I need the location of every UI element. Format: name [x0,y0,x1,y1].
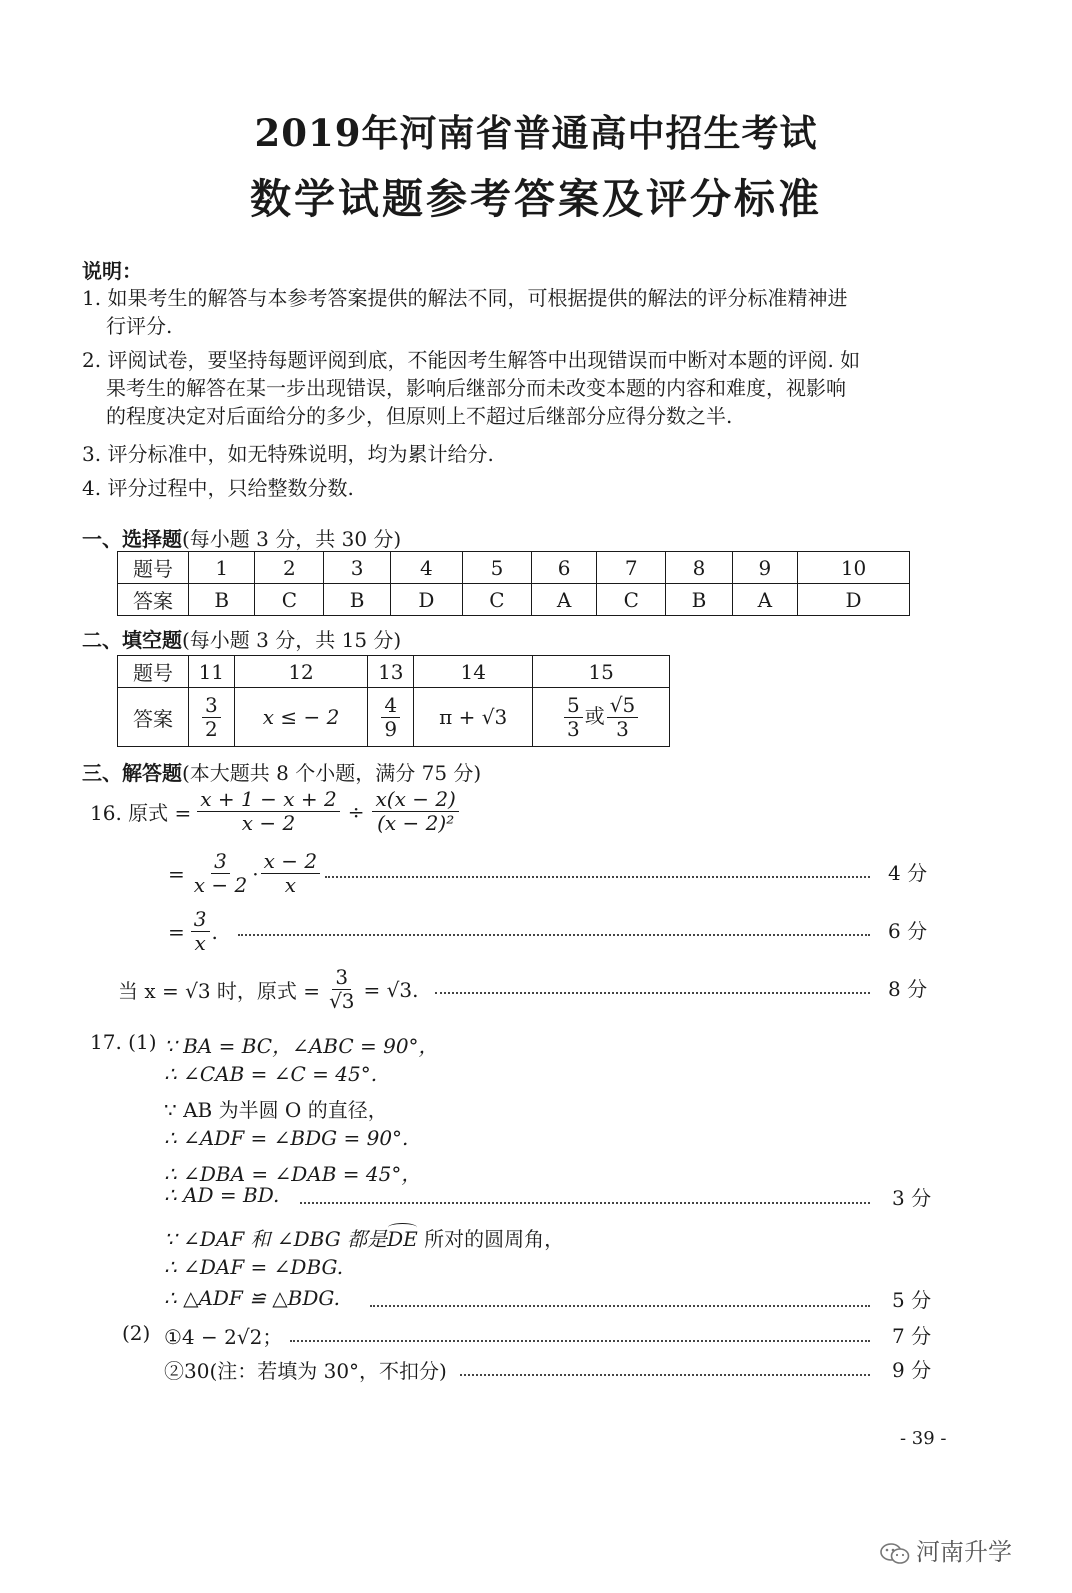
fraction-numerator: 4 [381,694,400,718]
q16-line-4 [118,966,418,1013]
fraction-denominator: (x − 2)² [377,811,455,835]
leader-dots [370,1305,870,1307]
substitution-text: 当 x = √3 时，原式 = [118,979,321,1003]
q17-arc-line [164,1223,564,1252]
q-number: 11 [189,656,235,688]
section-3-note: (本大题共 8 个小题，满分 75 分) [182,761,482,785]
divide-sign: ÷ [347,799,365,824]
answer-cell: B [666,584,732,616]
q-number: 12 [234,656,368,688]
section-1-heading [82,523,401,552]
fraction-numerator: 5 [564,694,583,718]
note-1 [82,284,847,340]
document-subtitle: 数学试题参考答案及评分标准 [250,175,822,223]
q17-label: 17. (1) [90,1030,157,1054]
notes-heading: 说明： [82,259,142,283]
answer-11 [189,688,235,747]
multiply-dot: · [252,861,259,886]
q-number: 9 [732,552,797,584]
fraction-denominator: 2 [204,716,218,741]
q16-label: 16. 原式 = [90,801,192,825]
page-number: - 39 - [900,1428,947,1449]
section-2-heading [82,624,401,653]
leader-dots [290,1340,870,1342]
answer-cell: B [324,584,390,616]
q-number: 8 [666,552,732,584]
score-mark: 8 分 [888,977,928,1001]
watermark-text: 河南升学 [916,1538,1012,1566]
fraction-denominator: x − 2 [193,873,248,897]
leader-dots [435,992,870,994]
arc-de: DE [387,1227,418,1251]
fraction-numerator: 3 [191,908,210,932]
q-number: 6 [531,552,596,584]
section-3-heading [82,757,481,786]
fraction-numerator: x − 2 [261,850,320,874]
score-mark: 6 分 [888,919,928,943]
row-label-number: 题号 [118,552,189,584]
q17-step: ∴ ∠ADF = ∠BDG = 90°. [164,1126,409,1150]
fraction-denominator: x − 2 [241,811,296,835]
q17-part2-answer-1: ①4 − 2√2； [164,1325,283,1349]
leader-dots [300,1202,870,1204]
answer-12: x ≤ − 2 [234,688,368,747]
row-label-answer: 答案 [118,584,189,616]
q-number: 4 [390,552,462,584]
section-2-note: (每小题 3 分，共 15 分) [182,628,402,652]
section-1-title: 一、选择题 [82,527,182,551]
table-row [118,688,670,747]
q-number: 13 [368,656,414,688]
leader-dots [460,1374,870,1376]
score-mark: 5 分 [892,1288,932,1312]
note-3: 3. 评分标准中，如无特殊说明，均为累计给分. [82,442,494,466]
choice-answer-table [117,551,910,616]
document-title: 2019年河南省普通高中招生考试 [254,111,818,155]
fraction-numerator: 3 [332,966,351,990]
q17-step: ∵ AB 为半圆 O 的直径， [164,1098,388,1122]
score-mark: 9 分 [892,1358,932,1382]
fraction-numerator: x(x − 2) [372,788,458,812]
answer-cell: C [255,584,324,616]
fraction-numerator: √5 [607,694,638,718]
q17-step: ∵ BA = BC，∠ABC = 90°， [164,1034,439,1058]
fill-answer-table [117,655,670,747]
watermark [880,1532,1012,1567]
fraction-denominator: 9 [384,716,398,741]
q17-part2-label: (2) [122,1321,151,1345]
arc-line-post: 所对的圆周角， [417,1227,565,1251]
q-number: 1 [189,552,255,584]
q17-part2-answer-2: ②30(注：若填为 30°，不扣分) [164,1359,447,1383]
score-mark: 4 分 [888,861,928,885]
q-number: 2 [255,552,324,584]
answer-cell: C [462,584,531,616]
answer-15 [533,688,670,747]
fraction-denominator: √3 [329,989,355,1013]
answer-cell: D [798,584,910,616]
q-number: 14 [414,656,533,688]
answer-cell: C [597,584,666,616]
fraction-denominator: 3 [567,716,580,741]
q-number: 5 [462,552,531,584]
q-number: 3 [324,552,390,584]
note-2-first: 2. 评阅试卷，要坚持每题评阅到底，不能因考生解答中出现错误而中断对本题的评阅. 如 [82,348,861,372]
section-3-title: 三、解答题 [82,761,182,785]
fraction-denominator: x [194,931,206,955]
q-number: 7 [597,552,666,584]
q17-step: ∴ AD = BD. [164,1183,280,1207]
fraction-numerator: 3 [202,694,221,718]
section-2-title: 二、填空题 [82,628,182,652]
answer-cell: A [732,584,797,616]
q16-line-2 [168,850,322,897]
answer-cell: A [531,584,596,616]
note-4: 4. 评分过程中，只给整数分数. [82,476,354,500]
table-row [118,552,910,584]
q16-line-1 [90,788,461,835]
q17-step: ∴ ∠DBA = ∠DAB = 45°， [164,1162,422,1186]
q-number: 15 [533,656,670,688]
arc-line-pre: ∵ ∠DAF 和 ∠DBG 都是 [164,1227,388,1251]
table-row [118,656,670,688]
leader-dots [325,876,870,878]
note-1-cont: 行评分. [106,314,173,338]
fraction-numerator: x + 1 − x + 2 [197,788,339,812]
row-label-number: 题号 [118,656,189,688]
q17-step: ∴ ∠CAB = ∠C = 45°. [164,1062,378,1086]
answer-13 [368,688,414,747]
note-2 [82,346,860,430]
note-2-cont-1: 果考生的解答在某一步出现错误，影响后继部分而未改变本题的内容和难度，视影响 [106,376,846,400]
answer-14: π + √3 [414,688,533,747]
answer-cell: D [390,584,462,616]
note-2-cont-2: 的程度决定对后面给分的多少，但原则上不超过后继部分应得分数之半. [106,404,733,428]
result-text: = √3. [363,977,419,1002]
q17-step: ∴ △ADF ≌ △BDG. [164,1286,341,1310]
or-word: 或 [584,703,605,728]
fraction-denominator: x [284,873,296,897]
q17-step: ∴ ∠DAF = ∠DBG. [164,1255,344,1279]
fraction-numerator: 3 [211,850,230,874]
table-row [118,584,910,616]
fraction-denominator: 3 [616,716,629,741]
equals-sign: = [168,861,185,886]
q-number: 10 [798,552,910,584]
leader-dots [238,934,870,936]
note-1-first: 1. 如果考生的解答与本参考答案提供的解法不同，可根据提供的解法的评分标准精神进 [82,286,848,310]
section-1-note: (每小题 3 分，共 30 分) [182,527,402,551]
score-mark: 3 分 [892,1186,932,1210]
q16-line-3 [168,908,218,955]
answer-cell: B [189,584,255,616]
wechat-icon [880,1543,910,1565]
score-mark: 7 分 [892,1324,932,1348]
period: . [211,919,218,944]
equals-sign: = [168,919,185,944]
row-label-answer: 答案 [118,688,189,747]
